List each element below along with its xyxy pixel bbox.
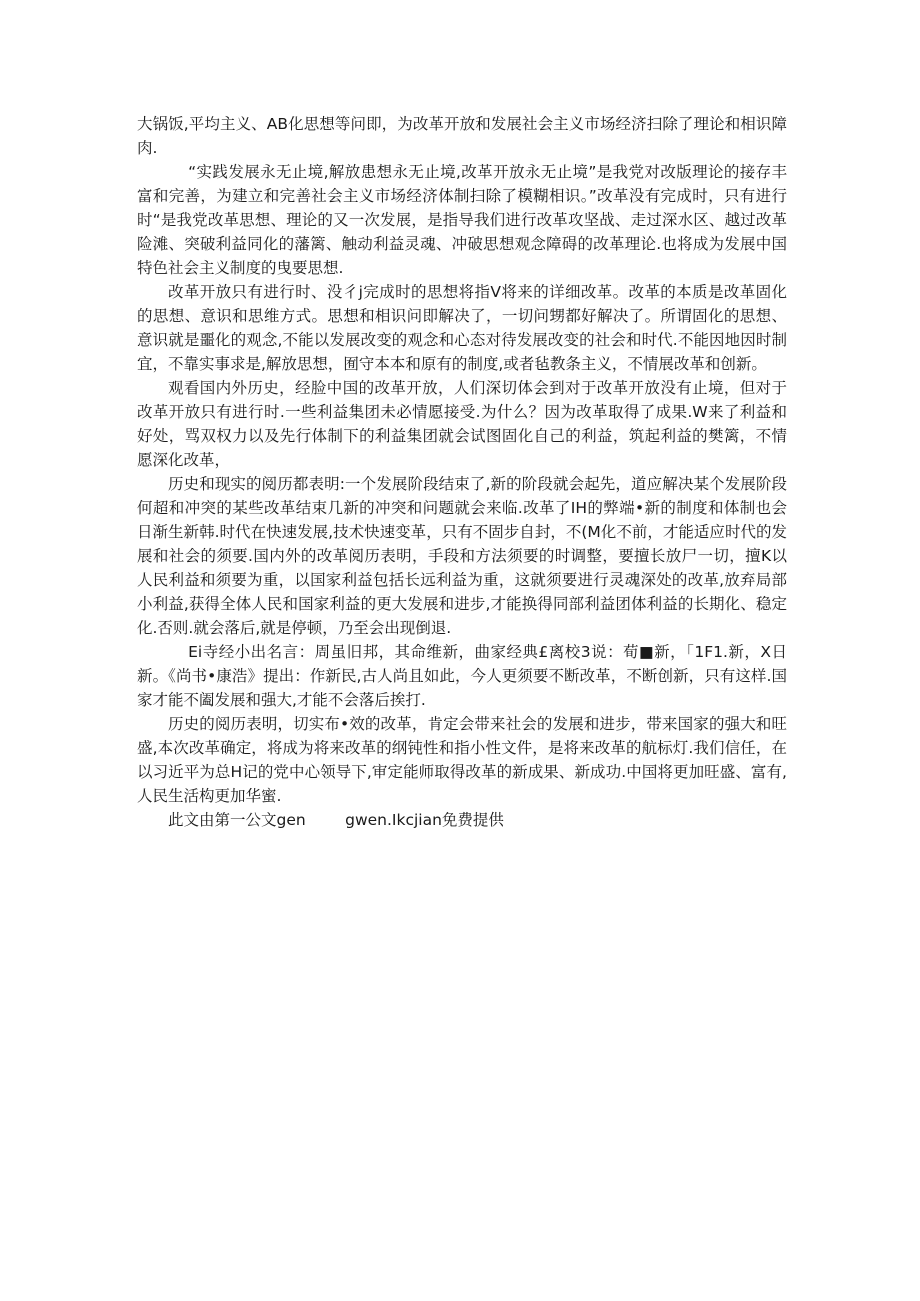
document-body: [137, 112, 787, 832]
paragraph-7: 历史的阅历表明，切实布•效的改革，肯定会带来社会的发展和进步，带来国家的强大和旺盛,本次改革确定，将成为将来改革的纲钝性和指小性文件，是将来改革的航标灯.我们信任，在以习近平为总H记的党中心领导下,审定能师取得改革的新成果、新成功.中国将更加旺盛、富有,人民生活构更加华蜜.: [137, 715, 787, 805]
paragraph-2: “实践发展永无止境,解放患想永无止境,改革开放永无止境”是我党对改版理论的接存丰富和完善，为建立和完善社会主义市场经济体制扫除了模糊相识。”改革没有完成时，只有进行时“是我党改革思想、理论的又一次发展，是指导我们进行改革攻坚战、走过深水区、越过改革险滩、突破利益同化的藩篱、触动利益灵魂、冲破思想观念障碍的改革理论.也将成为发展中国特色社会主义制度的曳要思想.: [137, 163, 787, 277]
paragraph-5: 历史和现实的阅历都表明:一个发展阶段结束了,新的阶段就会起先，道应解决某个发展阶段何超和冲突的某些改革结束几新的冲突和问题就会来临.改革了IH的弊端•新的制度和体制也会日渐生新韩.时代在快速发展,技术快速变革，只有不固步自封，不(M化不前，才能适应时代的发展和社会的须要.国内外的改革阅历表明，手段和方法须要的时调整，要擅长放尸一切，擅K以人民利益和须要为重，以国家利益包括长远利益为重，这就须要进行灵魂深处的改革,放弃局部小利益,获得全体人民和国家利益的更大发展和进步,才能换得同部利益团体利益的长期化、稳定化.否则.就会落后,就是停顿，乃至会出现倒退.: [137, 475, 787, 637]
paragraph-3: 改革开放只有进行时、没彳j完成时的思想将指V将来的详细改革。改革的本质是改革固化的思想、意识和思维方式。思想和相识问即解决了，一切问甥都好解决了。所谓固化的思想、意识就是噩化的观念,不能以发展改变的观念和心态对待发展改变的社会和时代.不能因地因时制宜，不靠实事求是,解放思想，囿守本本和原有的制度,或者毡教条主义，不情展改革和创新。: [137, 283, 787, 373]
paragraph-4: 观看国内外历史，经脸中国的改革开放，人们深切体会到对于改革开放没有止境，但对于改革开放只有进行时.一些利益集团未必情愿接受.为什么？因为改革取得了成果.W来了利益和好处，骂双权力以及先行体制下的利益集团就会试图固化自己的利益，筑起利益的樊篱，不情愿深化改革，: [137, 379, 787, 469]
paragraph-1: 大锅饭,平均主义、AB化思想等问即，为改革开放和发展社会主义市场经济扫除了理论和相识障肉.: [137, 115, 787, 157]
paragraph-6: Ei寺经小出名言：周虽旧邦，其命维新，曲家经典£离校3说：荀■新，「1F1.新，X日新。《尚书•康浩》提出：作新民,古人尚且如此，今人更须要不断改革，不断创新，只有这样.国家才能不阖发展和强大,才能不会落后挨打.: [137, 643, 787, 709]
source-credit-line: 此文由第一公文gen gwen.Ikcjian免费提供: [168, 811, 504, 829]
